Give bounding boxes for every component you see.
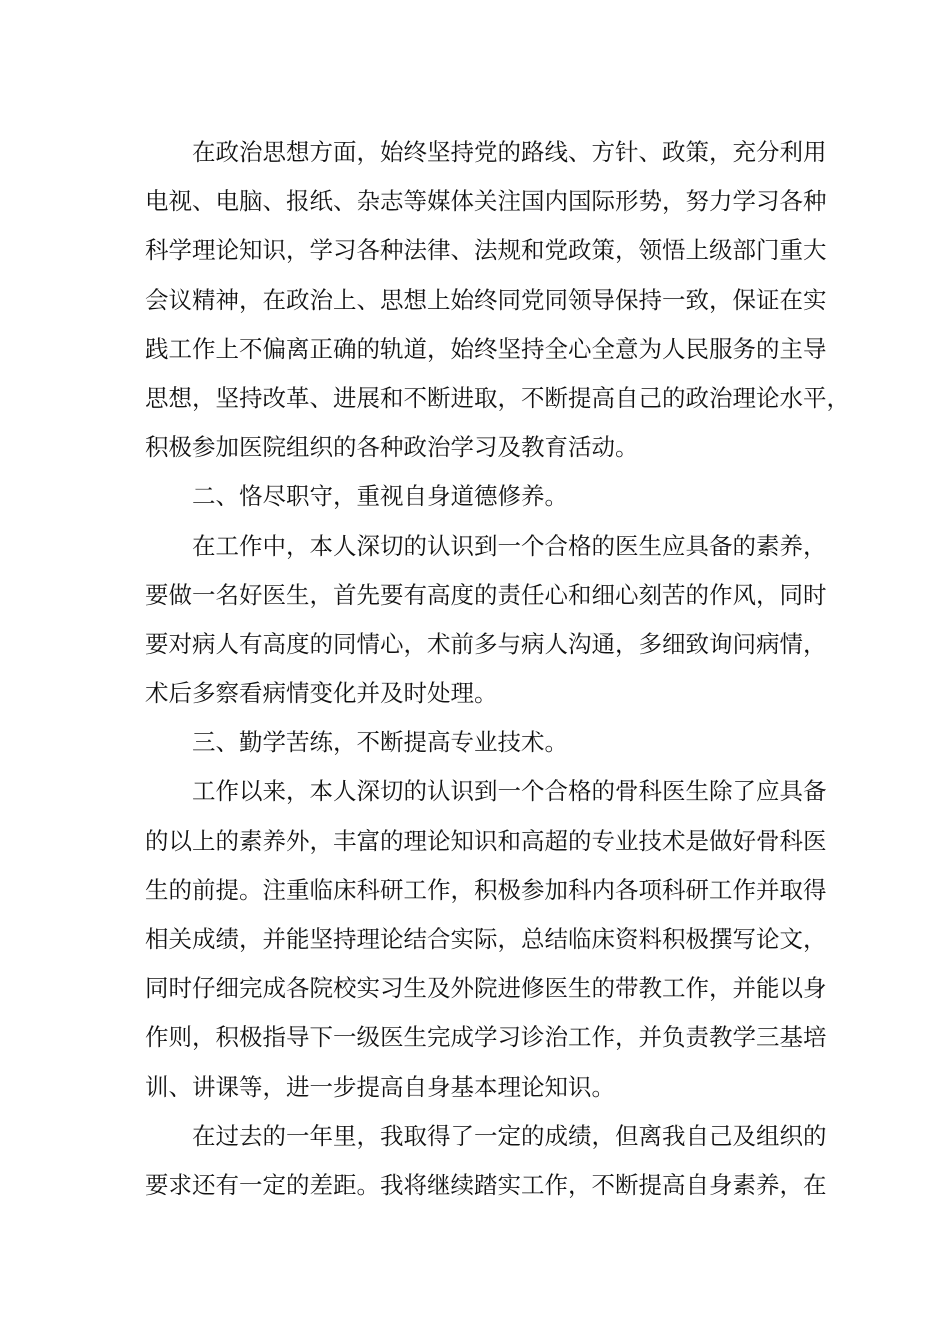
paragraph-1-line-1: 在政治思想方面，始终坚持党的路线、方针、政策，充分利用 (192, 138, 827, 166)
paragraph-3-line-2: 的以上的素养外，丰富的理论知识和高超的专业技术是做好骨科医 (145, 826, 827, 855)
paragraph-4-line-2: 要求还有一定的差距。我将继续踏实工作，不断提高自身素养，在 (145, 1170, 827, 1199)
section-heading-3: 三、勤学苦练，不断提高专业技术。 (192, 728, 568, 757)
paragraph-3-line-6: 作则，积极指导下一级医生完成学习诊治工作，并负责教学三基培 (145, 1023, 827, 1052)
paragraph-1-line-3: 科学理论知识，学习各种法律、法规和党政策，领悟上级部门重大 (145, 236, 827, 265)
paragraph-2-line-3: 要对病人有高度的同情心，术前多与病人沟通，多细致询问病情， (145, 629, 827, 658)
paragraph-4-line-1: 在过去的一年里，我取得了一定的成绩，但离我自己及组织的 (192, 1121, 827, 1150)
document-body (145, 128, 850, 1210)
paragraph-1-line-5: 践工作上不偏离正确的轨道，始终坚持全心全意为人民服务的主导 (145, 334, 827, 363)
paragraph-1-line-4: 会议精神，在政治上、思想上始终同党同领导保持一致，保证在实 (145, 285, 827, 314)
paragraph-1-line-7: 积极参加医院组织的各种政治学习及教育活动。 (145, 433, 639, 462)
paragraph-3-line-1: 工作以来，本人深切的认识到一个合格的骨科医生除了应具备 (192, 777, 827, 806)
paragraph-1-line-2: 电视、电脑、报纸、杂志等媒体关注国内国际形势，努力学习各种 (145, 187, 827, 216)
paragraph-2-line-1: 在工作中，本人深切的认识到一个合格的医生应具备的素养， (192, 531, 827, 560)
paragraph-3-line-7: 训、讲课等，进一步提高自身基本理论知识。 (145, 1072, 615, 1101)
paragraph-3-line-5: 同时仔细完成各院校实习生及外院进修医生的带教工作，并能以身 (145, 974, 827, 1003)
paragraph-3-line-3: 生的前提。注重临床科研工作，积极参加科内各项科研工作并取得 (145, 875, 827, 904)
paragraph-2-line-4: 术后多察看病情变化并及时处理。 (145, 679, 498, 708)
paragraph-1-line-6: 思想，坚持改革、进展和不断进取，不断提高自己的政治理论水平， (145, 383, 850, 412)
paragraph-2-line-2: 要做一名好医生，首先要有高度的责任心和细心刻苦的作风，同时 (145, 580, 827, 609)
section-heading-2: 二、恪尽职守，重视自身道德修养。 (192, 482, 568, 511)
paragraph-3-line-4: 相关成绩，并能坚持理论结合实际，总结临床资料积极撰写论文， (145, 925, 827, 953)
